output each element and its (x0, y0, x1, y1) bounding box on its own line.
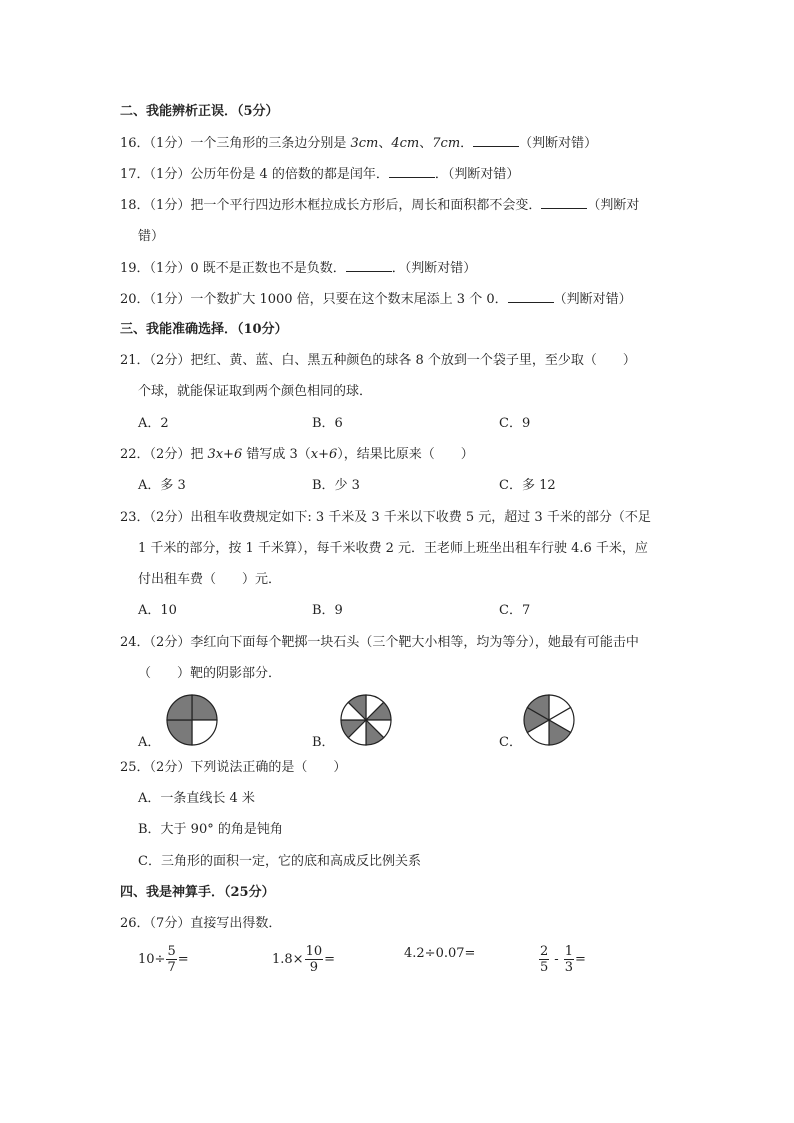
question-23-cont-2: 付出租车费（ ）元． (138, 572, 282, 587)
expr1-prefix: 10÷ (138, 951, 166, 967)
q21-option-c[interactable]: C．9 (499, 416, 531, 431)
q22-option-c[interactable]: C．多 12 (499, 478, 556, 493)
q22-suffix: ），结果比原来（ ） (337, 447, 474, 462)
numerator: 10 (305, 944, 323, 959)
q18-suffix: （判断对 (587, 198, 640, 213)
answer-blank[interactable] (473, 133, 519, 147)
q19-suffix: ．（判断对错） (391, 261, 477, 276)
question-21-cont: 个球，就能保证取到两个颜色相同的球． (138, 384, 373, 399)
q16-suffix: （判断对错） (519, 136, 598, 151)
q25-option-b[interactable]: B．大于 90° 的角是钝角 (138, 822, 283, 837)
q24-option-b[interactable]: B． (312, 735, 335, 750)
q16-side-3: 7cm (432, 136, 461, 151)
minus-sign: - (554, 951, 559, 967)
q23-option-a[interactable]: A．10 (138, 603, 177, 618)
question-22 (120, 445, 474, 465)
answer-blank[interactable] (508, 289, 554, 303)
q24-option-a[interactable]: A． (138, 735, 161, 750)
q25-option-c[interactable]: C．三角形的面积一定，它的底和高成反比例关系 (138, 854, 421, 869)
q16-sep-2: 、 (419, 136, 433, 151)
target-a-quarters-icon[interactable] (165, 693, 219, 747)
numerator: 2 (540, 944, 549, 959)
question-21: 21．（2分）把红、黄、蓝、白、黑五种颜色的球各 8 个放到一个袋子里，至少取（ ） (120, 353, 636, 368)
q16-side-1: 3cm (350, 136, 379, 151)
q24-option-c[interactable]: C． (499, 735, 522, 750)
answer-blank[interactable] (541, 195, 587, 209)
q26-expression-2 (272, 944, 335, 975)
fraction (305, 944, 324, 975)
expr3-text: 4.2÷0.07= (404, 946, 476, 961)
numerator: 5 (167, 944, 176, 959)
q17-text: 17．（1分）公历年份是 4 的倍数的都是闰年． (120, 167, 389, 182)
q20-suffix: （判断对错） (553, 292, 632, 307)
equals-sign: = (177, 951, 189, 967)
question-25: 25．（2分）下列说法正确的是（ ） (120, 760, 347, 775)
q20-text: 20．（1分）一个数扩大 1000 倍，只要在这个数末尾添上 3 个 0． (120, 292, 508, 307)
question-18-cont: 错） (138, 229, 165, 244)
answer-blank[interactable] (389, 164, 435, 178)
denominator: 9 (309, 960, 318, 975)
question-19 (120, 258, 476, 279)
q22-option-a[interactable]: A．多 3 (138, 478, 186, 493)
denominator: 5 (540, 960, 549, 975)
q22-expr-1: 3x+6 (207, 447, 243, 462)
q26-expression-4 (538, 944, 586, 975)
question-18 (120, 195, 639, 216)
q16-text: 16．（1分）一个三角形的三条边分别是 (120, 136, 351, 151)
target-c-sixths-icon[interactable] (522, 693, 576, 747)
q19-text: 19．（1分）0 既不是正数也不是负数． (120, 261, 346, 276)
answer-blank[interactable] (346, 258, 392, 272)
q17-suffix: ．（判断对错） (434, 167, 520, 182)
question-24: 24．（2分）李红向下面每个靶掷一块石头（三个靶大小相等，均为等分），她最有可能击中 (120, 635, 639, 650)
section-heading-4: 四、我是神算手．（25分） (120, 885, 275, 900)
question-24-cont: （ ）靶的阴影部分． (138, 666, 282, 681)
q22-mid: 错写成 3（ (242, 447, 311, 462)
q21-option-a[interactable]: A．2 (138, 416, 169, 431)
q21-option-b[interactable]: B．6 (312, 416, 343, 431)
q22-text: 22．（2分）把 (120, 447, 208, 462)
q16-sep-1: 、 (378, 136, 392, 151)
equals-sign: = (574, 951, 586, 967)
denominator: 7 (167, 960, 176, 975)
q26-expression-3 (404, 944, 475, 964)
question-16 (120, 133, 597, 154)
q23-option-c[interactable]: C．7 (499, 603, 531, 618)
q16-side-2: 4cm (391, 136, 420, 151)
q23-option-b[interactable]: B．9 (312, 603, 343, 618)
equals-sign: = (324, 951, 336, 967)
q26-expression-1 (138, 944, 189, 975)
question-17 (120, 164, 519, 185)
section-heading-2: 二、我能辨析正误．（5分） (120, 104, 279, 119)
target-b-eighths-icon[interactable] (339, 693, 393, 747)
fraction (564, 944, 574, 975)
denominator: 3 (564, 960, 573, 975)
question-26: 26．（7分）直接写出得数． (120, 916, 282, 931)
question-20 (120, 289, 632, 310)
q22-option-b[interactable]: B．少 3 (312, 478, 360, 493)
q22-expr-2: x+6 (310, 447, 338, 462)
expr2-prefix: 1.8× (272, 951, 304, 967)
fraction (166, 944, 176, 975)
question-23-cont-1: 1 千米的部分，按 1 千米算），每千米收费 2 元．王老师上班坐出租车行驶 4.6 千米，应 (138, 541, 648, 556)
fraction (539, 944, 549, 975)
section-heading-3: 三、我能准确选择．（10分） (120, 322, 288, 337)
q18-text: 18．（1分）把一个平行四边形木框拉成长方形后，周长和面积都不会变． (120, 198, 542, 213)
numerator: 1 (564, 944, 573, 959)
q25-option-a[interactable]: A．一条直线长 4 米 (138, 791, 255, 806)
q16-period: ． (460, 136, 474, 151)
question-23: 23．（2分）出租车收费规定如下: 3 千米及 3 千米以下收费 5 元，超过 3 千米的部分（不足 (120, 510, 651, 525)
